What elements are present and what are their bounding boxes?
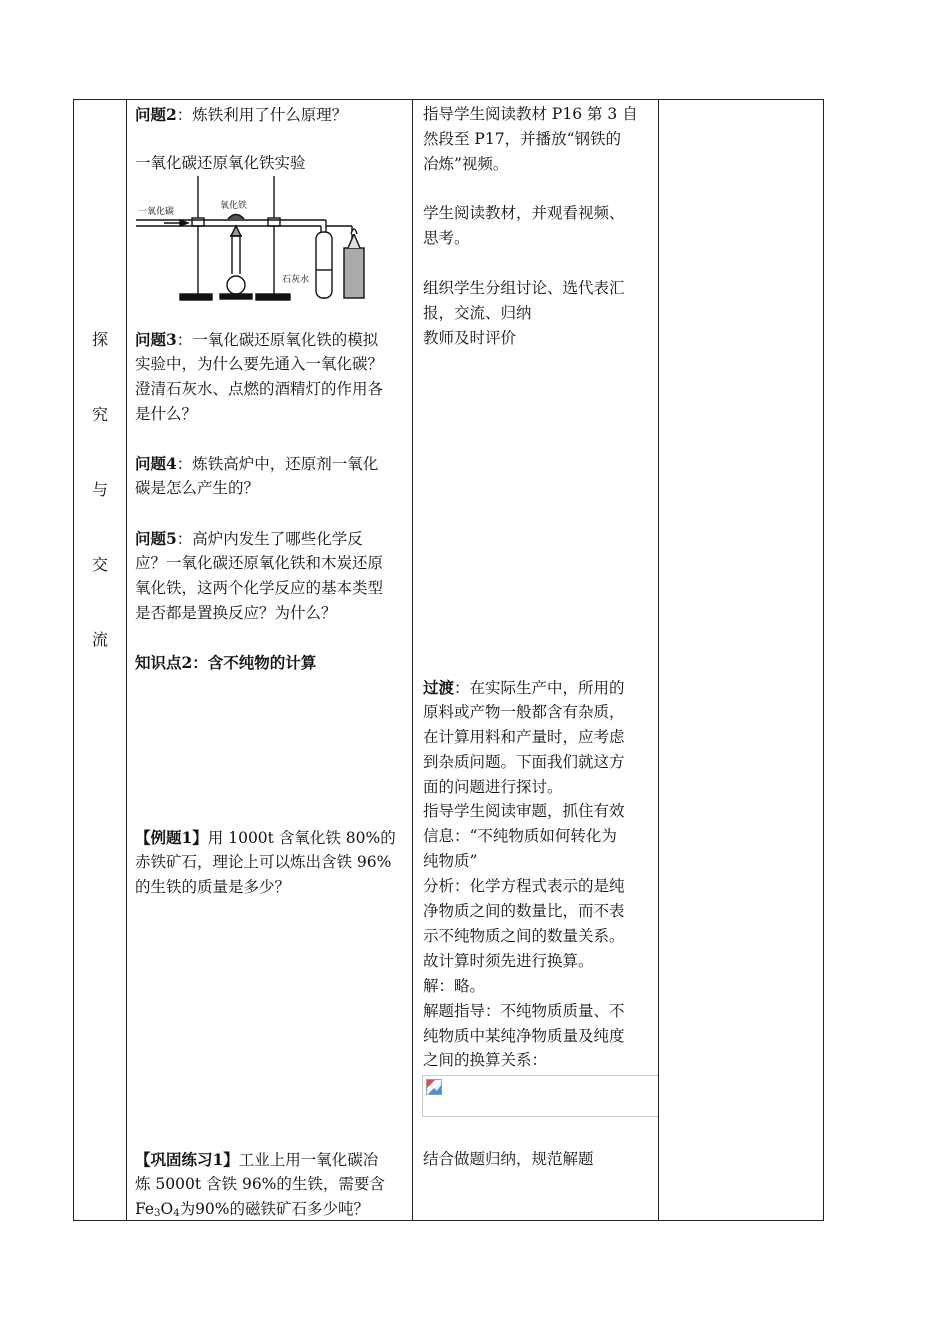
question-3-line: 是什么？ [135, 405, 198, 423]
broken-image-icon [426, 1079, 442, 1095]
fe2o3-label: 氧化铁 [220, 201, 248, 211]
question-5-line: 氧化铁，这两个化学反应的基本类型 [135, 579, 384, 597]
practice-1-label: 【巩固练习1】 [135, 1150, 239, 1169]
question-2-text: ：炼铁利用了什么原理？ [176, 106, 348, 124]
broken-image-placeholder [422, 1075, 658, 1117]
transition-line: 示不纯物质之间的数量关系。 [423, 927, 625, 945]
question-4-line: ：炼铁高炉中，还原剂一氧化 [176, 455, 379, 473]
question-5-label: 问题5 [135, 529, 177, 548]
lesson-table [73, 99, 824, 1221]
transition-line: 故计算时须先进行换算。 [423, 952, 594, 970]
practice-1-tail: 为90%的磁铁矿石多少吨？ [179, 1200, 370, 1218]
question-2 [135, 102, 407, 128]
question-5-line: 是否都是置换反应？为什么？ [135, 604, 337, 622]
question-5 [135, 526, 407, 552]
organize-line: 组织学生分组讨论、选代表汇 [423, 279, 625, 297]
transition-line: 在计算用料和产量时，应考虑 [423, 728, 625, 746]
example-1-line: 的生铁的质量是多少？ [135, 878, 291, 896]
example-1-line: 赤铁矿石，理论上可以炼出含铁 96% [135, 853, 392, 871]
transition-line: 之间的换算关系： [423, 1051, 548, 1069]
student-activity-line: 学生阅读教材，并观看视频、 [423, 204, 625, 222]
transition-line: 原料或产物一般都含有杂质， [423, 703, 625, 721]
section-label-char: 流 [91, 630, 108, 649]
transition-line: 解：略。 [423, 977, 486, 995]
knowledge-point-2 [135, 650, 407, 676]
section-label-char: 究 [91, 405, 108, 424]
question-3-label: 问题3 [135, 330, 177, 349]
transition-line: 纯物质中某纯净物质量及纯度 [423, 1027, 625, 1045]
transition-line: 纯物质” [423, 852, 478, 870]
transition-label: 过渡 [423, 678, 455, 697]
practice-1-line: 炼 5000t 含铁 96%的生铁，需要含 [135, 1175, 385, 1193]
question-4 [135, 451, 407, 477]
organize-line: 教师及时评价 [423, 329, 517, 347]
question-3-line: 澄清石灰水、点燃的酒精灯的作用各 [135, 380, 384, 398]
formula-text: Fe [135, 1200, 155, 1218]
transition-line: ：在实际生产中，所用的 [454, 679, 625, 697]
transition-line: 面的问题进行探讨。 [423, 778, 563, 796]
example-1-label: 【例题1】 [135, 828, 208, 847]
section-label-char: 探 [91, 330, 108, 349]
guide-line: 冶炼”视频。 [423, 155, 509, 173]
transition-line: 到杂质问题。下面我们就这方 [423, 753, 625, 771]
section-label-char: 交 [91, 555, 108, 574]
experiment-title: 一氧化碳还原氧化铁实验 [135, 154, 306, 172]
knowledge-point-2-title: 知识点2：含不纯物的计算 [135, 653, 317, 672]
practice-1-line: 工业上用一氧化碳冶 [238, 1151, 379, 1169]
question-5-line: 应？一氧化碳还原氧化铁和木炭还原 [135, 554, 384, 572]
column-divider-1 [126, 100, 127, 1220]
question-3-line: ：一氧化碳还原氧化铁的模拟 [176, 331, 379, 349]
guide-line: 然段至 P17，并播放“钢铁的 [423, 130, 622, 148]
question-2-label: 问题2 [135, 105, 177, 124]
formula-subscript: 4 [173, 1208, 180, 1219]
co-reduction-apparatus-diagram [136, 170, 406, 304]
question-3 [135, 327, 407, 353]
transition-line: 指导学生阅读审题，抓住有效 [423, 802, 625, 820]
column-divider-2 [412, 100, 413, 1220]
column-divider-3 [658, 100, 659, 1220]
section-label-char: 与 [91, 480, 108, 499]
transition-line: 解题指导：不纯物质质量、不 [423, 1002, 625, 1020]
limewater-label: 石灰水 [282, 275, 310, 285]
transition [423, 675, 655, 701]
section-label-column [74, 100, 126, 1220]
co-label: 一氧化碳 [138, 207, 175, 217]
guide-line: 指导学生阅读教材 P16 第 3 自 [423, 105, 638, 123]
transition-line: 分析：化学方程式表示的是纯 [423, 877, 625, 895]
summary-line: 结合做题归纳，规范解题 [423, 1150, 594, 1168]
example-1-line: 用 1000t 含氧化铁 80%的 [207, 829, 396, 847]
organize-line: 报，交流、归纳 [423, 304, 532, 322]
activities-column [423, 100, 655, 1220]
student-activity-line: 思考。 [423, 229, 470, 247]
formula-subscript: 3 [154, 1208, 161, 1219]
transition-line: 净物质之间的数量比，而不表 [423, 902, 625, 920]
practice-1 [135, 1147, 407, 1173]
transition-line: 信息：“不纯物质如何转化为 [423, 827, 617, 845]
question-5-line: ：高炉内发生了哪些化学反 [176, 530, 363, 548]
example-1 [135, 825, 407, 851]
question-3-line: 实验中，为什么要先通入一氧化碳？ [135, 355, 384, 373]
question-4-line: 碳是怎么产生的？ [135, 479, 260, 497]
question-4-label: 问题4 [135, 454, 177, 473]
formula-text: O [160, 1200, 174, 1218]
practice-1-line [135, 1197, 407, 1222]
